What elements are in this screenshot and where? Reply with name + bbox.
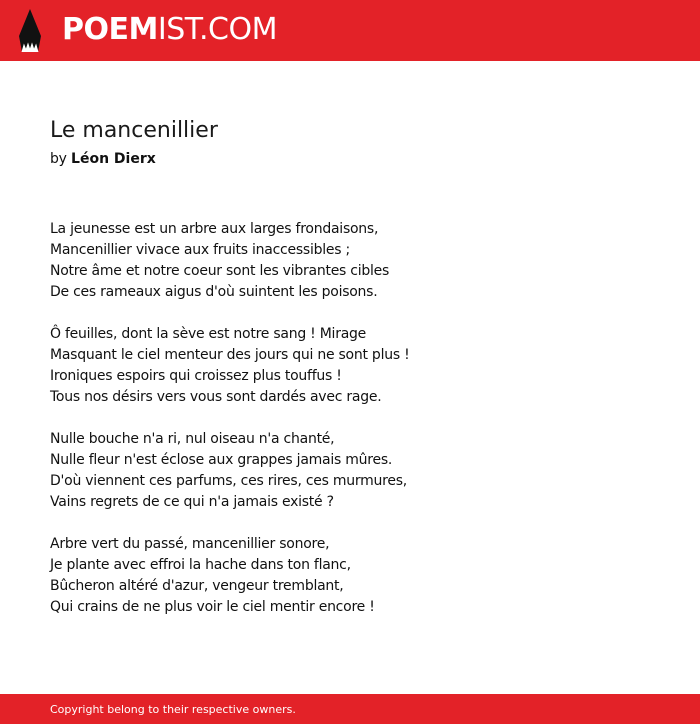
poem-line: Ô feuilles, dont la sève est notre sang ! Mirage [50,326,367,342]
poem-line: Arbre vert du passé, mancenillier sonore, [50,536,330,552]
site-header [0,0,700,61]
poem-line: Ironiques espoirs qui croissez plus touffus ! [50,368,342,384]
site-footer [0,694,700,724]
poem-line: Bûcheron altéré d'azur, vengeur tremblant, [50,578,344,594]
poem-line: Notre âme et notre coeur sont les vibrantes cibles [50,263,390,279]
logo-light-text: IST.COM [157,12,277,47]
poem-line: Vains regrets de ce qui n'a jamais existé ? [50,494,334,510]
poem-line: Je plante avec effroi la hache dans ton flanc, [50,557,351,573]
poem-line: Qui crains de ne plus voir le ciel mentir encore ! [50,599,375,615]
poem-line: Masquant le ciel menteur des jours qui ne sont plus ! [50,347,410,363]
poem-body [50,219,650,639]
pencil-tip-icon[interactable] [18,9,42,52]
author-name[interactable]: Léon Dierx [71,151,156,167]
poem-line: La jeunesse est un arbre aux larges frondaisons, [50,221,379,237]
poem-line: Nulle bouche n'a ri, nul oiseau n'a chanté, [50,431,335,447]
poem-line: Tous nos désirs vers vous sont dardés avec rage. [50,389,382,405]
byline-prefix: by [50,151,67,167]
site-logo[interactable] [62,11,277,49]
poem-line: Nulle fleur n'est éclose aux grappes jamais mûres. [50,452,393,468]
poem-line: De ces rameaux aigus d'où suintent les poisons. [50,284,378,300]
stanza [50,429,650,513]
poem-line: Mancenillier vivace aux fruits inaccessibles ; [50,242,350,258]
stanza [50,219,650,303]
stanza [50,324,650,408]
logo-bold-text: POEM [62,12,158,47]
byline [50,149,156,169]
copyright-notice: Copyright belong to their respective owners. [50,703,296,716]
poem-line: D'où viennent ces parfums, ces rires, ces murmures, [50,473,407,489]
poem-title: Le mancenillier [50,118,218,143]
stanza [50,534,650,618]
